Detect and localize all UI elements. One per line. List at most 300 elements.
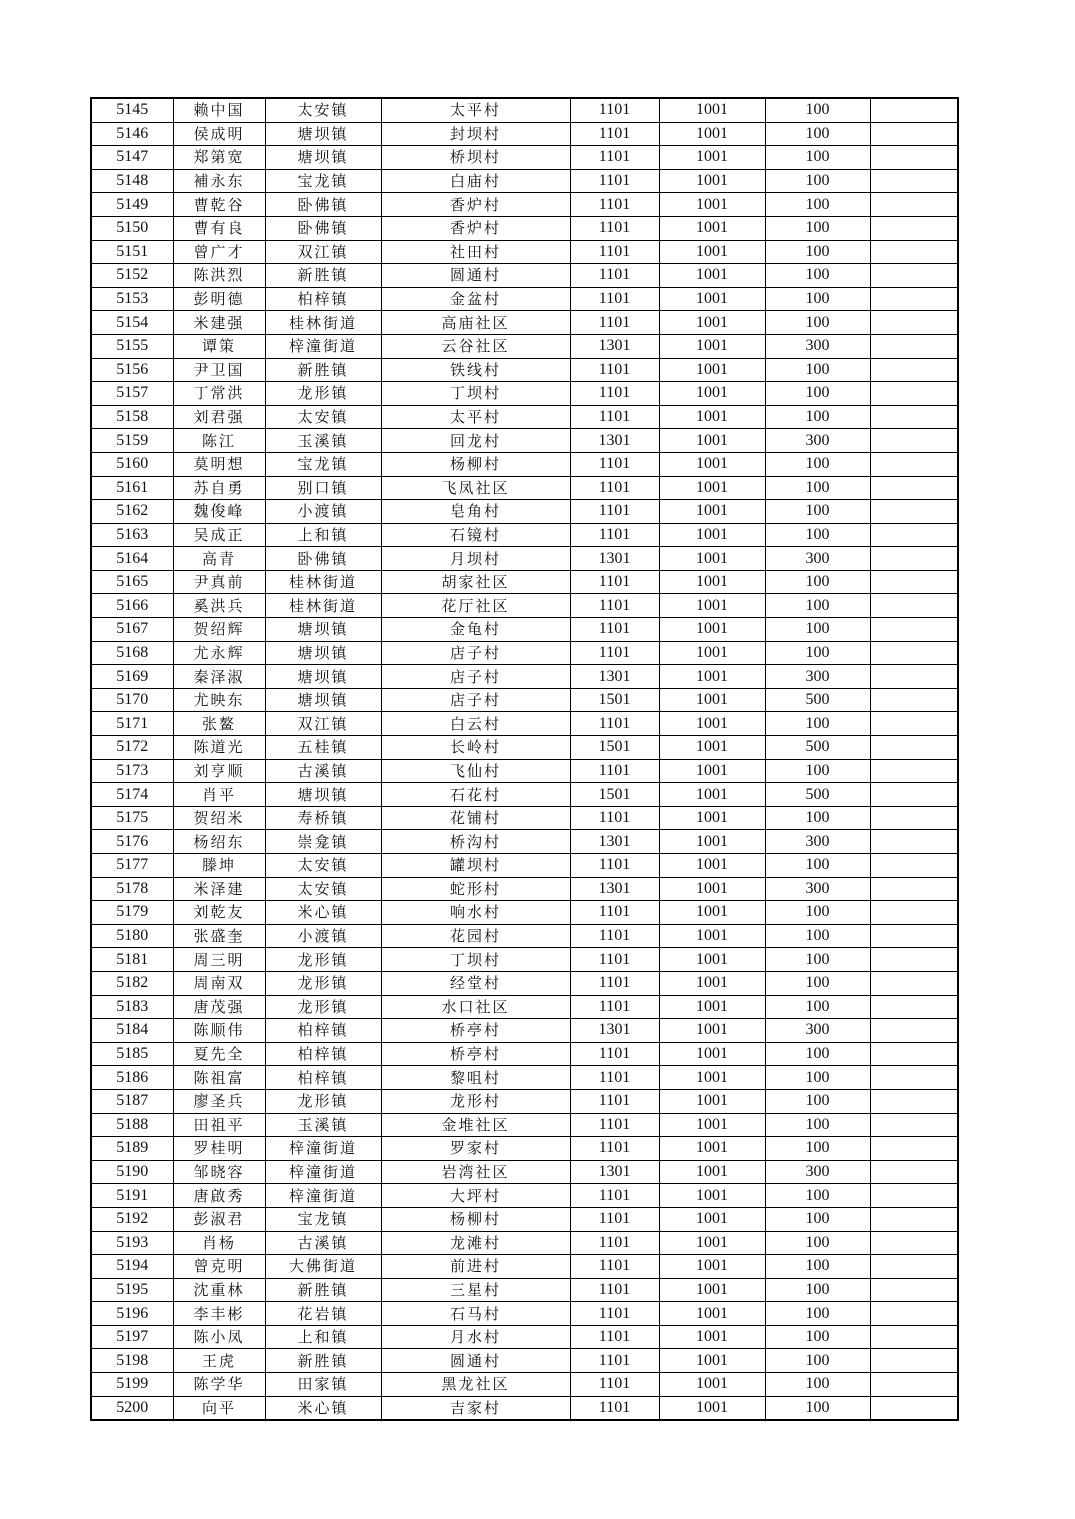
village-cell: 店子村 <box>381 641 570 665</box>
code-a-cell: 1101 <box>570 382 659 406</box>
amount-cell: 500 <box>765 736 870 760</box>
code-b-cell: 1001 <box>659 948 765 972</box>
remark-cell <box>870 216 958 240</box>
code-a-cell: 1101 <box>570 854 659 878</box>
town-cell: 太安镇 <box>265 854 381 878</box>
name-cell: 侯成明 <box>173 122 265 146</box>
village-cell: 太平村 <box>381 405 570 429</box>
name-cell: 廖圣兵 <box>173 1089 265 1113</box>
row-number-cell: 5193 <box>91 1231 173 1255</box>
row-number-cell: 5188 <box>91 1113 173 1137</box>
table-row <box>91 98 958 122</box>
name-cell: 赖中国 <box>173 98 265 122</box>
remark-cell <box>870 783 958 807</box>
name-cell: 向平 <box>173 1396 265 1420</box>
village-cell: 金龟村 <box>381 618 570 642</box>
name-cell: 谭策 <box>173 334 265 358</box>
code-a-cell: 1101 <box>570 216 659 240</box>
table-row <box>91 806 958 830</box>
code-a-cell: 1101 <box>570 618 659 642</box>
row-number-cell: 5145 <box>91 98 173 122</box>
village-cell: 白庙村 <box>381 169 570 193</box>
village-cell: 金堆社区 <box>381 1113 570 1137</box>
village-cell: 经堂村 <box>381 971 570 995</box>
row-number-cell: 5199 <box>91 1373 173 1397</box>
village-cell: 大坪村 <box>381 1184 570 1208</box>
remark-cell <box>870 1396 958 1420</box>
name-cell: 米泽建 <box>173 877 265 901</box>
table-row <box>91 429 958 453</box>
amount-cell: 100 <box>765 854 870 878</box>
table-row <box>91 618 958 642</box>
code-a-cell: 1101 <box>570 193 659 217</box>
amount-cell: 100 <box>765 1089 870 1113</box>
remark-cell <box>870 1255 958 1279</box>
code-b-cell: 1001 <box>659 1231 765 1255</box>
village-cell: 皂角村 <box>381 500 570 524</box>
row-number-cell: 5190 <box>91 1160 173 1184</box>
code-a-cell: 1101 <box>570 570 659 594</box>
code-b-cell: 1001 <box>659 1396 765 1420</box>
code-a-cell: 1101 <box>570 1184 659 1208</box>
remark-cell <box>870 641 958 665</box>
code-a-cell: 1501 <box>570 736 659 760</box>
name-cell: 滕坤 <box>173 854 265 878</box>
table-row <box>91 854 958 878</box>
amount-cell: 300 <box>765 429 870 453</box>
table-row <box>91 382 958 406</box>
name-cell: 唐啟秀 <box>173 1184 265 1208</box>
name-cell: 刘君强 <box>173 405 265 429</box>
code-a-cell: 1101 <box>570 806 659 830</box>
code-b-cell: 1001 <box>659 1019 765 1043</box>
row-number-cell: 5168 <box>91 641 173 665</box>
village-cell: 香炉村 <box>381 216 570 240</box>
village-cell: 岩湾社区 <box>381 1160 570 1184</box>
town-cell: 新胜镇 <box>265 1349 381 1373</box>
remark-cell <box>870 995 958 1019</box>
amount-cell: 100 <box>765 1113 870 1137</box>
amount-cell: 100 <box>765 1325 870 1349</box>
table-row <box>91 1113 958 1137</box>
amount-cell: 100 <box>765 948 870 972</box>
remark-cell <box>870 1042 958 1066</box>
amount-cell: 100 <box>765 759 870 783</box>
amount-cell: 100 <box>765 618 870 642</box>
town-cell: 太安镇 <box>265 877 381 901</box>
village-cell: 石镜村 <box>381 523 570 547</box>
code-b-cell: 1001 <box>659 287 765 311</box>
remark-cell <box>870 264 958 288</box>
name-cell: 彭淑君 <box>173 1207 265 1231</box>
amount-cell: 100 <box>765 1042 870 1066</box>
village-cell: 黑龙社区 <box>381 1373 570 1397</box>
village-cell: 花铺村 <box>381 806 570 830</box>
code-b-cell: 1001 <box>659 877 765 901</box>
code-a-cell: 1101 <box>570 948 659 972</box>
town-cell: 古溪镇 <box>265 759 381 783</box>
remark-cell <box>870 334 958 358</box>
town-cell: 别口镇 <box>265 476 381 500</box>
remark-cell <box>870 500 958 524</box>
village-cell: 龙滩村 <box>381 1231 570 1255</box>
town-cell: 古溪镇 <box>265 1231 381 1255</box>
table-row <box>91 452 958 476</box>
code-a-cell: 1101 <box>570 1302 659 1326</box>
code-b-cell: 1001 <box>659 1302 765 1326</box>
code-b-cell: 1001 <box>659 971 765 995</box>
village-cell: 罐坝村 <box>381 854 570 878</box>
table-row <box>91 712 958 736</box>
name-cell: 陈学华 <box>173 1373 265 1397</box>
name-cell: 罗桂明 <box>173 1137 265 1161</box>
row-number-cell: 5147 <box>91 146 173 170</box>
code-b-cell: 1001 <box>659 264 765 288</box>
remark-cell <box>870 523 958 547</box>
row-number-cell: 5187 <box>91 1089 173 1113</box>
town-cell: 桂林街道 <box>265 594 381 618</box>
amount-cell: 500 <box>765 688 870 712</box>
remark-cell <box>870 618 958 642</box>
town-cell: 柏梓镇 <box>265 1066 381 1090</box>
code-a-cell: 1101 <box>570 594 659 618</box>
remark-cell <box>870 358 958 382</box>
amount-cell: 100 <box>765 1255 870 1279</box>
code-b-cell: 1001 <box>659 1066 765 1090</box>
row-number-cell: 5200 <box>91 1396 173 1420</box>
code-b-cell: 1001 <box>659 547 765 571</box>
name-cell: 郑第宽 <box>173 146 265 170</box>
town-cell: 龙形镇 <box>265 1089 381 1113</box>
village-cell: 店子村 <box>381 688 570 712</box>
amount-cell: 500 <box>765 783 870 807</box>
name-cell: 唐茂强 <box>173 995 265 1019</box>
code-b-cell: 1001 <box>659 1325 765 1349</box>
town-cell: 米心镇 <box>265 1396 381 1420</box>
name-cell: 尤永辉 <box>173 641 265 665</box>
table-row <box>91 405 958 429</box>
town-cell: 新胜镇 <box>265 358 381 382</box>
table-row <box>91 240 958 264</box>
remark-cell <box>870 1089 958 1113</box>
town-cell: 柏梓镇 <box>265 1042 381 1066</box>
village-cell: 长岭村 <box>381 736 570 760</box>
code-b-cell: 1001 <box>659 736 765 760</box>
code-b-cell: 1001 <box>659 429 765 453</box>
amount-cell: 100 <box>765 570 870 594</box>
remark-cell <box>870 736 958 760</box>
village-cell: 杨柳村 <box>381 452 570 476</box>
amount-cell: 100 <box>765 971 870 995</box>
code-a-cell: 1101 <box>570 971 659 995</box>
table-row <box>91 759 958 783</box>
town-cell: 梓潼街道 <box>265 1184 381 1208</box>
remark-cell <box>870 901 958 925</box>
town-cell: 塘坝镇 <box>265 122 381 146</box>
name-cell: 曹乾谷 <box>173 193 265 217</box>
amount-cell: 100 <box>765 806 870 830</box>
name-cell: 曾克明 <box>173 1255 265 1279</box>
table-row <box>91 523 958 547</box>
remark-cell <box>870 1019 958 1043</box>
code-b-cell: 1001 <box>659 452 765 476</box>
table-row <box>91 287 958 311</box>
row-number-cell: 5159 <box>91 429 173 453</box>
name-cell: 陈江 <box>173 429 265 453</box>
town-cell: 塘坝镇 <box>265 618 381 642</box>
table-row <box>91 1373 958 1397</box>
name-cell: 肖杨 <box>173 1231 265 1255</box>
row-number-cell: 5197 <box>91 1325 173 1349</box>
code-a-cell: 1101 <box>570 1396 659 1420</box>
code-a-cell: 1101 <box>570 169 659 193</box>
remark-cell <box>870 1325 958 1349</box>
village-cell: 石花村 <box>381 783 570 807</box>
remark-cell <box>870 193 958 217</box>
code-a-cell: 1101 <box>570 1066 659 1090</box>
row-number-cell: 5173 <box>91 759 173 783</box>
village-cell: 响水村 <box>381 901 570 925</box>
name-cell: 尹卫国 <box>173 358 265 382</box>
amount-cell: 100 <box>765 1278 870 1302</box>
row-number-cell: 5191 <box>91 1184 173 1208</box>
amount-cell: 100 <box>765 193 870 217</box>
row-number-cell: 5169 <box>91 665 173 689</box>
amount-cell: 100 <box>765 287 870 311</box>
town-cell: 宝龙镇 <box>265 1207 381 1231</box>
amount-cell: 100 <box>765 924 870 948</box>
name-cell: 陈道光 <box>173 736 265 760</box>
remark-cell <box>870 122 958 146</box>
table-row <box>91 476 958 500</box>
amount-cell: 100 <box>765 405 870 429</box>
town-cell: 小渡镇 <box>265 500 381 524</box>
name-cell: 吴成正 <box>173 523 265 547</box>
remark-cell <box>870 854 958 878</box>
row-number-cell: 5171 <box>91 712 173 736</box>
code-b-cell: 1001 <box>659 476 765 500</box>
row-number-cell: 5149 <box>91 193 173 217</box>
code-a-cell: 1101 <box>570 264 659 288</box>
town-cell: 塘坝镇 <box>265 783 381 807</box>
amount-cell: 100 <box>765 500 870 524</box>
code-a-cell: 1101 <box>570 1137 659 1161</box>
village-cell: 桥亭村 <box>381 1019 570 1043</box>
amount-cell: 100 <box>765 1349 870 1373</box>
name-cell: 刘乾友 <box>173 901 265 925</box>
code-a-cell: 1301 <box>570 1160 659 1184</box>
name-cell: 高青 <box>173 547 265 571</box>
table-row <box>91 971 958 995</box>
village-cell: 前进村 <box>381 1255 570 1279</box>
table-row <box>91 594 958 618</box>
code-a-cell: 1101 <box>570 287 659 311</box>
code-a-cell: 1101 <box>570 240 659 264</box>
town-cell: 田家镇 <box>265 1373 381 1397</box>
table-row <box>91 641 958 665</box>
code-a-cell: 1301 <box>570 877 659 901</box>
row-number-cell: 5170 <box>91 688 173 712</box>
row-number-cell: 5152 <box>91 264 173 288</box>
amount-cell: 100 <box>765 1302 870 1326</box>
code-b-cell: 1001 <box>659 193 765 217</box>
remark-cell <box>870 830 958 854</box>
row-number-cell: 5174 <box>91 783 173 807</box>
village-cell: 月水村 <box>381 1325 570 1349</box>
remark-cell <box>870 665 958 689</box>
table-row <box>91 736 958 760</box>
code-a-cell: 1101 <box>570 1207 659 1231</box>
table-row <box>91 146 958 170</box>
village-cell: 店子村 <box>381 665 570 689</box>
code-b-cell: 1001 <box>659 216 765 240</box>
remark-cell <box>870 1373 958 1397</box>
amount-cell: 100 <box>765 452 870 476</box>
table-row <box>91 1278 958 1302</box>
name-cell: 魏俊峰 <box>173 500 265 524</box>
town-cell: 龙形镇 <box>265 995 381 1019</box>
town-cell: 柏梓镇 <box>265 1019 381 1043</box>
code-b-cell: 1001 <box>659 854 765 878</box>
name-cell: 陈顺伟 <box>173 1019 265 1043</box>
code-a-cell: 1301 <box>570 830 659 854</box>
row-number-cell: 5189 <box>91 1137 173 1161</box>
code-b-cell: 1001 <box>659 1373 765 1397</box>
name-cell: 李丰彬 <box>173 1302 265 1326</box>
amount-cell: 100 <box>765 264 870 288</box>
remark-cell <box>870 98 958 122</box>
code-a-cell: 1101 <box>570 311 659 335</box>
table-row <box>91 193 958 217</box>
code-a-cell: 1101 <box>570 1373 659 1397</box>
code-b-cell: 1001 <box>659 995 765 1019</box>
town-cell: 卧佛镇 <box>265 216 381 240</box>
code-b-cell: 1001 <box>659 122 765 146</box>
name-cell: 秦泽淑 <box>173 665 265 689</box>
remark-cell <box>870 1184 958 1208</box>
village-cell: 水口社区 <box>381 995 570 1019</box>
village-cell: 黎咀村 <box>381 1066 570 1090</box>
code-a-cell: 1101 <box>570 1042 659 1066</box>
row-number-cell: 5179 <box>91 901 173 925</box>
remark-cell <box>870 311 958 335</box>
code-b-cell: 1001 <box>659 311 765 335</box>
code-a-cell: 1101 <box>570 358 659 382</box>
code-b-cell: 1001 <box>659 1278 765 1302</box>
code-a-cell: 1101 <box>570 1349 659 1373</box>
code-a-cell: 1501 <box>570 688 659 712</box>
table-row <box>91 547 958 571</box>
code-b-cell: 1001 <box>659 382 765 406</box>
table-row <box>91 1325 958 1349</box>
village-cell: 罗家村 <box>381 1137 570 1161</box>
name-cell: 周南双 <box>173 971 265 995</box>
village-cell: 丁坝村 <box>381 948 570 972</box>
town-cell: 玉溪镇 <box>265 429 381 453</box>
town-cell: 卧佛镇 <box>265 547 381 571</box>
table-row <box>91 1066 958 1090</box>
remark-cell <box>870 429 958 453</box>
remark-cell <box>870 1066 958 1090</box>
table-row <box>91 995 958 1019</box>
code-b-cell: 1001 <box>659 1113 765 1137</box>
code-b-cell: 1001 <box>659 759 765 783</box>
code-b-cell: 1001 <box>659 334 765 358</box>
town-cell: 塘坝镇 <box>265 665 381 689</box>
row-number-cell: 5151 <box>91 240 173 264</box>
town-cell: 宝龙镇 <box>265 169 381 193</box>
village-cell: 铁线村 <box>381 358 570 382</box>
code-a-cell: 1101 <box>570 146 659 170</box>
row-number-cell: 5154 <box>91 311 173 335</box>
table-row <box>91 500 958 524</box>
table-row <box>91 570 958 594</box>
name-cell: 曹有良 <box>173 216 265 240</box>
name-cell: 丁常洪 <box>173 382 265 406</box>
remark-cell <box>870 1231 958 1255</box>
remark-cell <box>870 169 958 193</box>
name-cell: 米建强 <box>173 311 265 335</box>
row-number-cell: 5161 <box>91 476 173 500</box>
code-a-cell: 1101 <box>570 405 659 429</box>
table-row <box>91 1349 958 1373</box>
village-cell: 吉家村 <box>381 1396 570 1420</box>
code-a-cell: 1301 <box>570 547 659 571</box>
row-number-cell: 5163 <box>91 523 173 547</box>
village-cell: 桥亭村 <box>381 1042 570 1066</box>
remark-cell <box>870 877 958 901</box>
amount-cell: 100 <box>765 995 870 1019</box>
remark-cell <box>870 287 958 311</box>
town-cell: 桂林街道 <box>265 311 381 335</box>
amount-cell: 100 <box>765 594 870 618</box>
table-row <box>91 901 958 925</box>
amount-cell: 100 <box>765 1231 870 1255</box>
town-cell: 大佛街道 <box>265 1255 381 1279</box>
remark-cell <box>870 1160 958 1184</box>
code-b-cell: 1001 <box>659 1089 765 1113</box>
row-number-cell: 5178 <box>91 877 173 901</box>
town-cell: 太安镇 <box>265 405 381 429</box>
row-number-cell: 5194 <box>91 1255 173 1279</box>
remark-cell <box>870 688 958 712</box>
name-cell: 莫明想 <box>173 452 265 476</box>
data-table <box>90 97 959 1421</box>
remark-cell <box>870 452 958 476</box>
town-cell: 宝龙镇 <box>265 452 381 476</box>
row-number-cell: 5148 <box>91 169 173 193</box>
row-number-cell: 5165 <box>91 570 173 594</box>
name-cell: 周三明 <box>173 948 265 972</box>
name-cell: 奚洪兵 <box>173 594 265 618</box>
name-cell: 苏自勇 <box>173 476 265 500</box>
village-cell: 蛇形村 <box>381 877 570 901</box>
row-number-cell: 5198 <box>91 1349 173 1373</box>
village-cell: 花园村 <box>381 924 570 948</box>
remark-cell <box>870 971 958 995</box>
code-b-cell: 1001 <box>659 240 765 264</box>
amount-cell: 100 <box>765 382 870 406</box>
row-number-cell: 5157 <box>91 382 173 406</box>
row-number-cell: 5185 <box>91 1042 173 1066</box>
row-number-cell: 5175 <box>91 806 173 830</box>
remark-cell <box>870 476 958 500</box>
code-a-cell: 1101 <box>570 1278 659 1302</box>
town-cell: 双江镇 <box>265 240 381 264</box>
village-cell: 桥坝村 <box>381 146 570 170</box>
row-number-cell: 5160 <box>91 452 173 476</box>
amount-cell: 100 <box>765 358 870 382</box>
